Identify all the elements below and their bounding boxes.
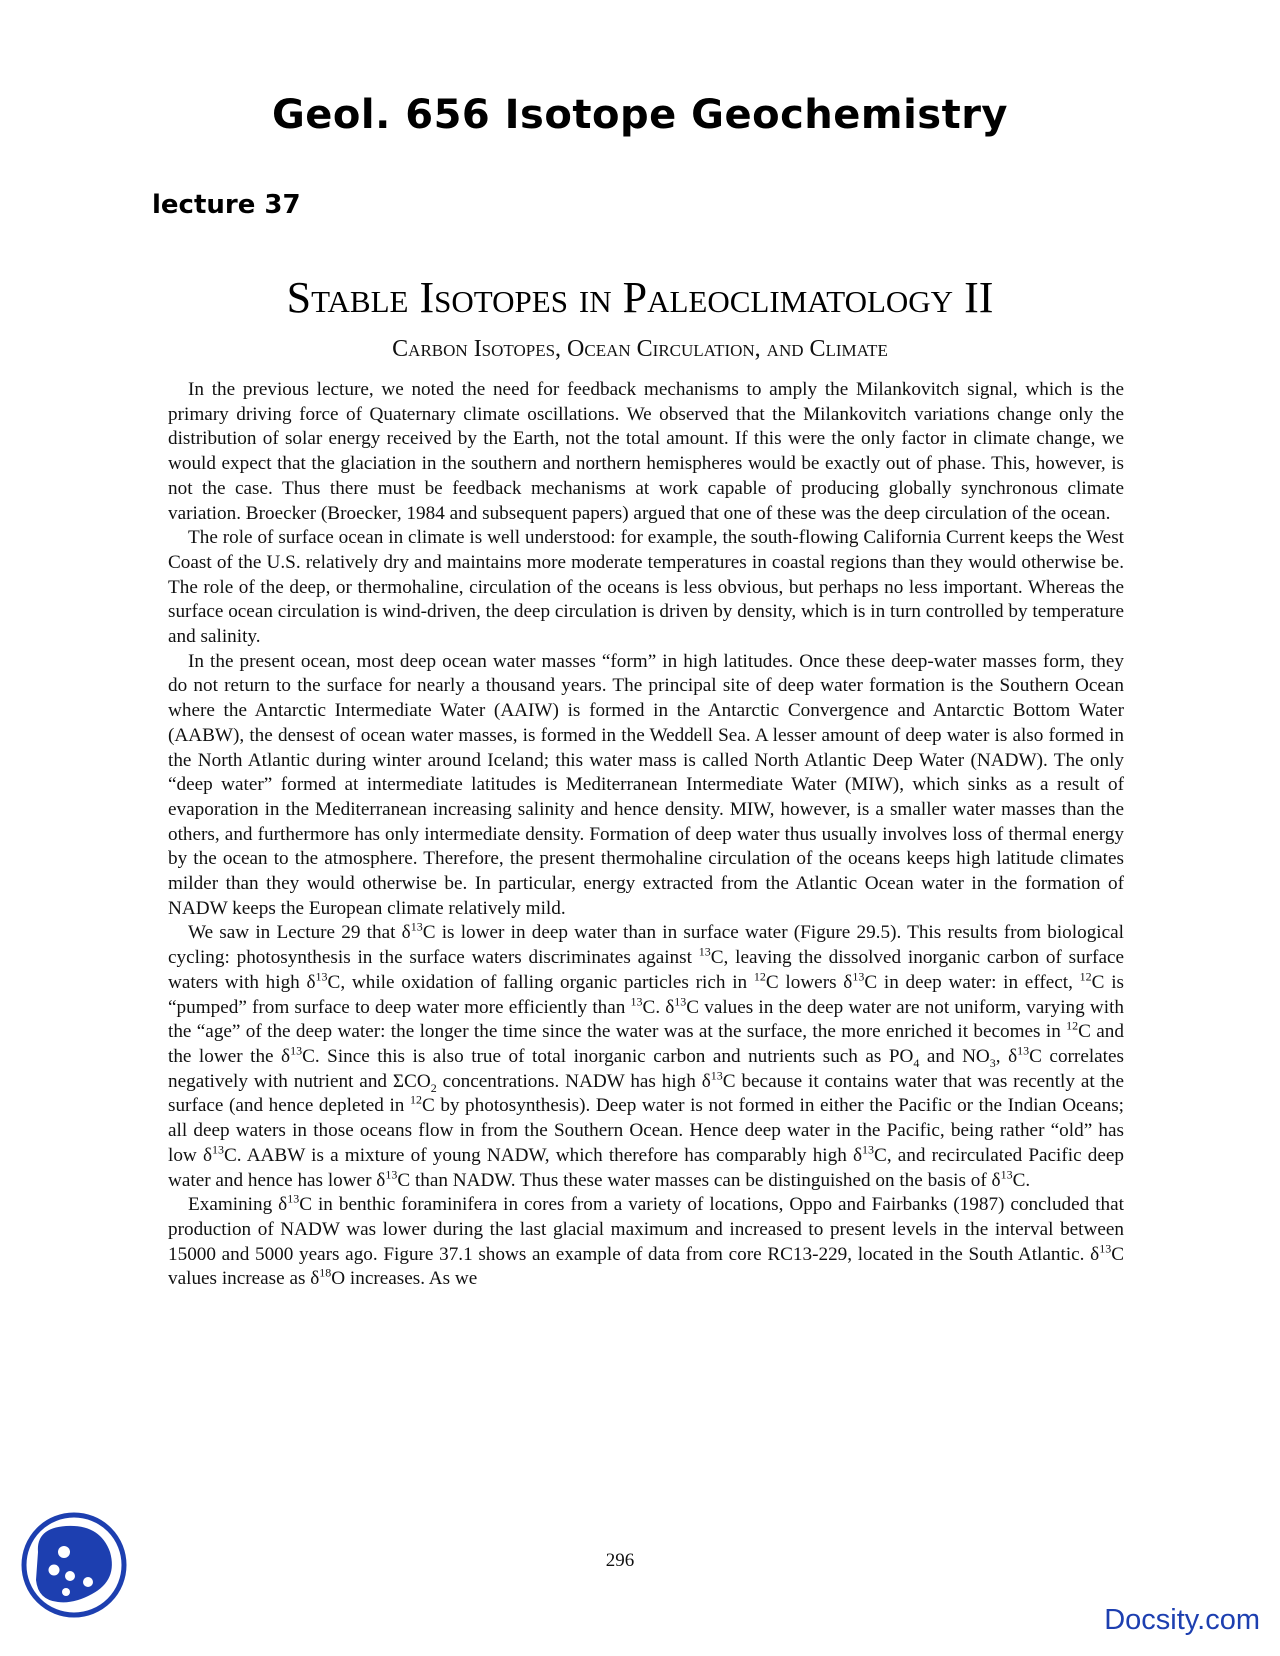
paragraph-surface-ocean: The role of surface ocean in climate is well understood: for example, the south-flowing California Current keeps the West Coast of the U.S. relatively dry and maintains more moderate temperatures in coastal regions than they would otherwise be. The role of the deep, or thermohaline, circulation of the oceans is less obvious, but perhaps no less important. Whereas the surface ocean circulation is wind-driven, the deep circulation is driven by density, which is in turn controlled by temperature and salinity. — [168, 527, 1124, 648]
page-number: 296 — [605, 1550, 635, 1571]
paragraph-carbon-isotopes: We saw in Lecture 29 that $\delta^{13}C$ is lower in deep water than in surface water (Figure 29.5). This results from biological cycling: photosynthesis in the surface waters discriminates against $^{13}$C, leaving the dissolved inorganic carbon of surface waters with high $\delta^{13}C$, while oxidation of falling organic particles rich in $^{12}$C lowers $\delta^{13}C$ in deep water: in effect, $^{12}$C is “pumped” from surface to deep water more efficiently than $^{13}$C. $\delta^{13}C$ values in the deep water are not uniform, varying with the “age” of the deep water: the longer the time since the water was at the surface, the more enriched it becomes in $^{12}$C and the lower the $\delta^{13}C$. Since this is also true of total inorganic carbon and nutrients such as $PO_4$ and $NO_3$, $\delta^{13}C$ correlates negatively with nutrient and $\Sigma CO_2$ concentrations. NADW has high $\delta^{13}C$ because it contains water that was recently at the surface (and hence depleted in $^{12}$C by photosynthesis). Deep water is not formed in either the Pacific or the Indian Oceans; all deep waters in those oceans flow in from the Southern Ocean. Hence deep water in the Pacific, being rather “old” has low $\delta^{13}C$. AABW is a mixture of young NADW, which therefore has comparably high $\delta^{13}C$, and recirculated Pacific deep water and hence has lower $\delta^{13}C$ than NADW. Thus these water masses can be distinguished on the basis of $\delta^{13}C$. — [168, 920, 1124, 1191]
paragraph-foraminifera: Examining $\delta^{13}C$ in benthic foraminifera in cores from a variety of locations, Oppo and Fairbanks (1987) concluded that production of NADW was lower during the last glacial maximum and increased to present levels in the interval between 15000 and 5000 years ago. Figure 37.1 shows an example of data from core RC13-229, located in the South Atlantic. $\delta^{13}C$ values increase as $\delta^{18}O$ increases. As we — [168, 1191, 1124, 1290]
paragraph-deep-water: In the present ocean, most deep ocean water masses “form” in high latitudes. Once these deep-water masses form, they do not return to the surface for nearly a thousand years. The principal site of deep water formation is the Southern Ocean where the Antarctic Intermediate Water (AAIW) is formed in the Antarctic Convergence and Antarctic Bottom Water (AABW), the densest of ocean water masses, is formed in the Weddell Sea. A lesser amount of deep water is also formed in the North Atlantic during winter around Iceland; this water mass is called North Atlantic Deep Water (NADW). The only “deep water” formed at intermediate latitudes is Mediterranean Intermediate Water (MIW), which sinks as a result of evaporation in the Mediterranean increasing salinity and hence density. MIW, however, is a smaller water masses than the others, and furthermore has only intermediate density. Formation of deep water thus usually involves loss of thermal energy by the ocean to the atmosphere. Therefore, the present thermohaline circulation of the oceans keeps high latitude climates milder than they would otherwise be. In particular, energy extracted from the Atlantic Ocean water in the formation of NADW keeps the European climate relatively mild. — [168, 650, 1124, 919]
page-subtitle: Carbon Isotopes, Ocean Circulation, and Climate — [392, 336, 888, 362]
body-text — [168, 378, 1124, 1292]
docsity-logo-icon[interactable] — [20, 1510, 128, 1625]
docsity-brand-name[interactable]: Docsity.com — [1104, 1604, 1260, 1636]
page-title: Stable Isotopes in Paleoclimatology II — [286, 273, 994, 322]
lecture-label: lecture 37 — [152, 190, 301, 220]
paragraph-intro: In the previous lecture, we noted the need for feedback mechanisms to amply the Milankovitch signal, which is the primary driving force of Quaternary climate oscillations. We observed that the Milankovitch variations change only the distribution of solar energy received by the Earth, not the total amount. If this were the only factor in climate change, we would expect that the glaciation in the southern and northern hemispheres would be exactly out of phase. This, however, is not the case. Thus there must be feedback mechanisms at work capable of producing globally synchronous climate variation. Broecker (Broecker, 1984 and subsequent papers) argued that one of these was the deep circulation of the ocean. — [168, 379, 1124, 524]
course-title: Geol. 656 Isotope Geochemistry — [271, 92, 1009, 138]
